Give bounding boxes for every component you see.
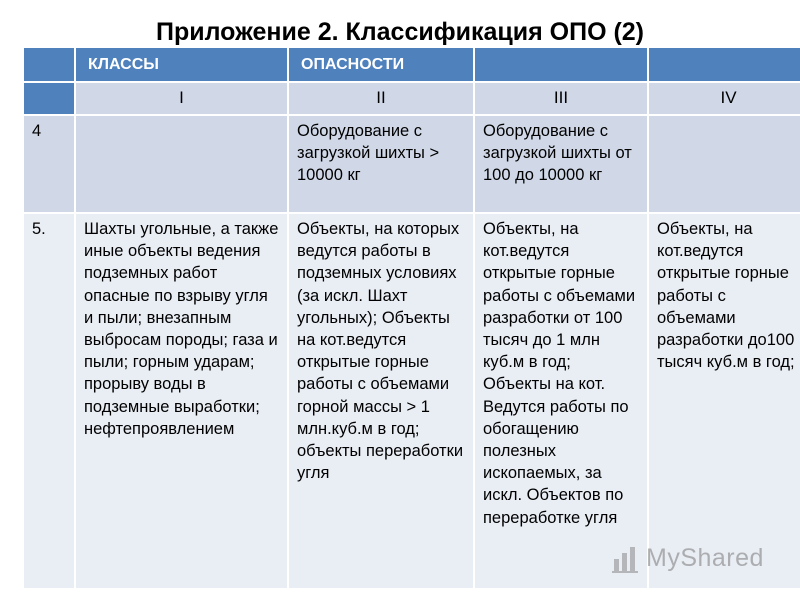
slide-title: Приложение 2. Классификация ОПО (2) xyxy=(155,18,645,46)
row-number: 4 xyxy=(24,116,74,212)
class-number-cell xyxy=(24,83,74,114)
table-cell: Оборудование с загрузкой шихты от 100 до 10000 кг xyxy=(475,116,647,212)
header-danger: ОПАСНОСТИ xyxy=(289,48,473,81)
table-cell xyxy=(76,116,287,212)
watermark xyxy=(612,540,782,576)
table-cell xyxy=(649,116,800,212)
header-number-cell xyxy=(24,48,74,81)
table-cell: Объекты, на кот.ведутся открытые горные работы с объемами разработки от 100 тысяч до 1 млн куб.м в год; Объекты на кот. Ведутся работы по обогащению полезных ископаемых, за искл. Объектов по переработке угля xyxy=(475,214,647,588)
class-label-4: IV xyxy=(649,83,800,114)
class-label-1: I xyxy=(76,83,287,114)
table-cell: Объекты, на которых ведутся работы в подземных условиях (за искл. Шахт угольных); Объекты на кот.ведутся открытые горные работы с объемами горной массы > 1 млн.куб.м в год; объекты переработки угля xyxy=(289,214,473,588)
header-empty-cell xyxy=(649,48,800,81)
class-label-3: III xyxy=(475,83,647,114)
header-classes: КЛАССЫ xyxy=(76,48,287,81)
table-cell: Оборудование с загрузкой шихты > 10000 кг xyxy=(289,116,473,212)
table-cell: Шахты угольные, а также иные объекты ведения подземных работ опасные по взрыву угля и пыли; внезапным выбросам породы; газа и пыли; горным ударам; прорыву воды в подземные выработки; нефтепроявлением xyxy=(76,214,287,588)
watermark-text: MyShared xyxy=(646,543,764,572)
class-label-2: II xyxy=(289,83,473,114)
table-cell: Объекты, на кот.ведутся открытые горные работы с объемами разработки до100 тысяч куб.м в год; xyxy=(649,214,800,588)
row-number: 5. xyxy=(24,214,74,588)
bar-chart-logo-icon xyxy=(612,543,640,573)
classification-table xyxy=(24,48,800,582)
header-empty-cell xyxy=(475,48,647,81)
